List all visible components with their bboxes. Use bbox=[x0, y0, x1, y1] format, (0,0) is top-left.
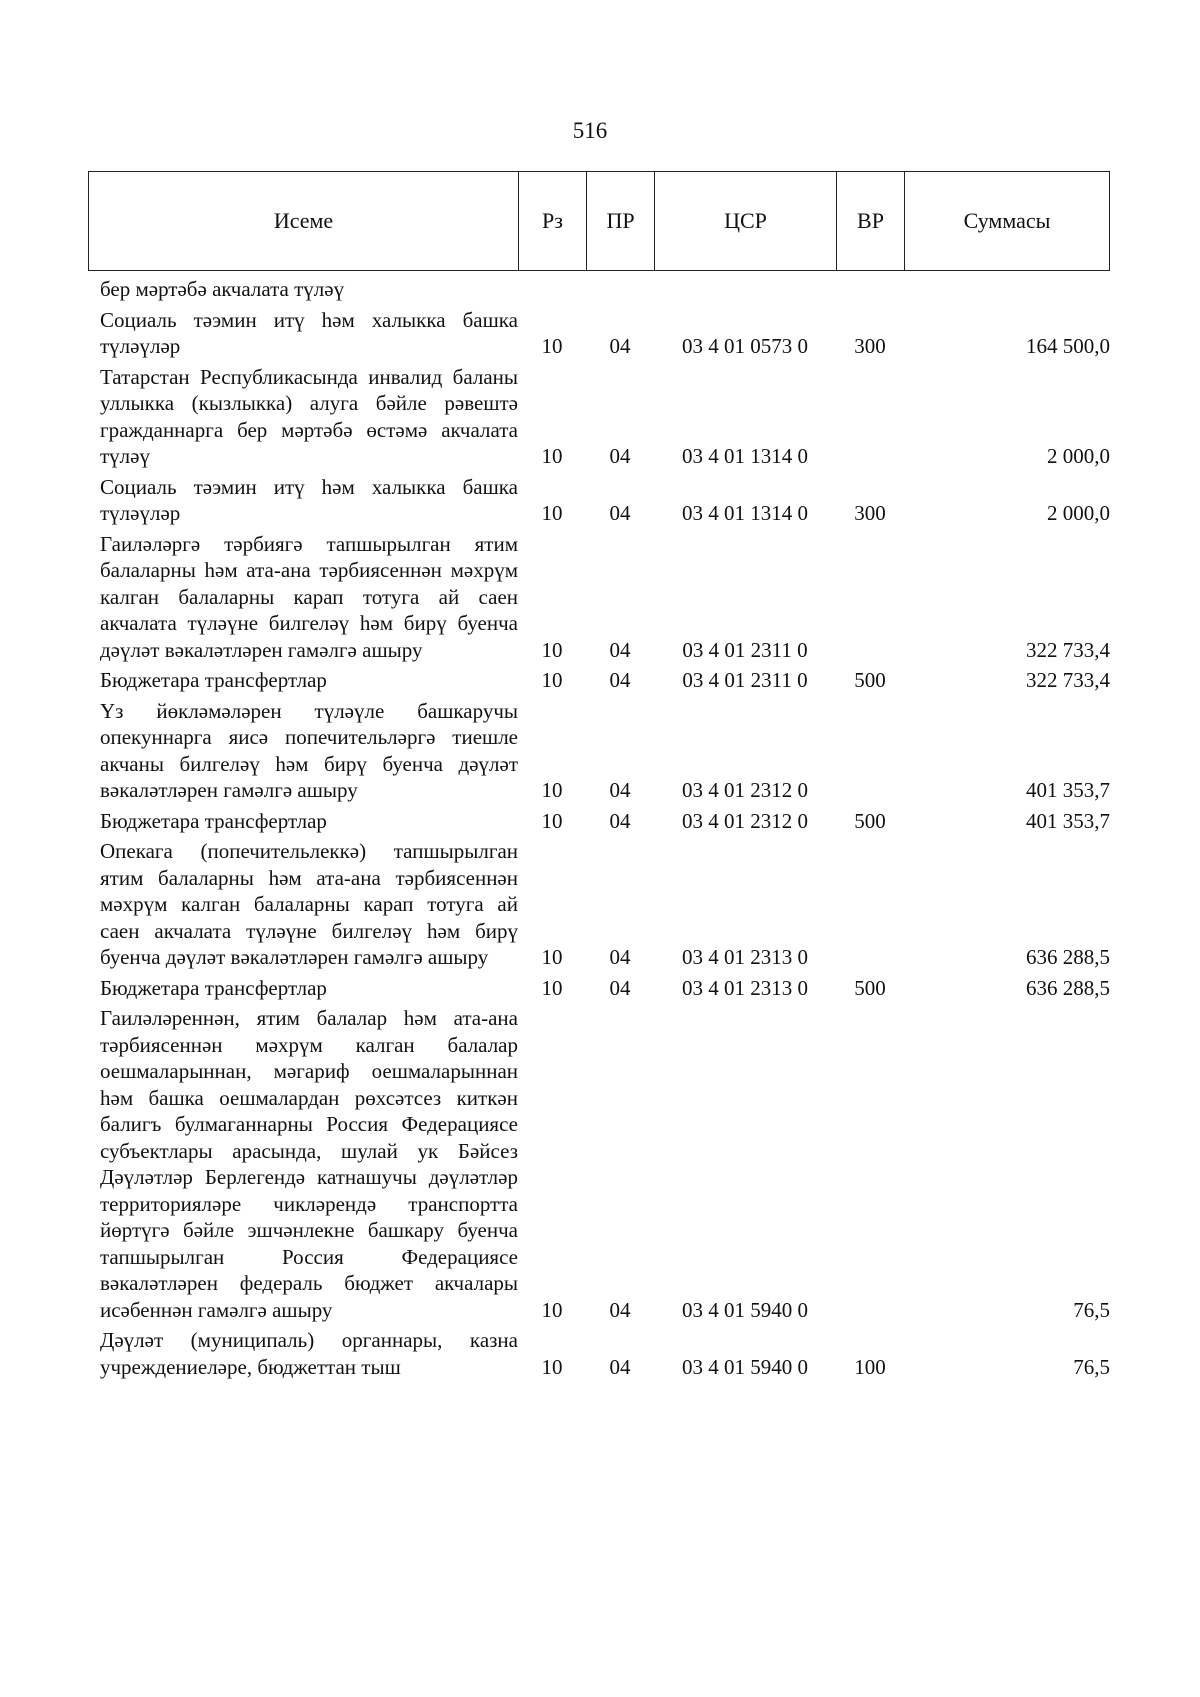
row-rz: 10 bbox=[541, 778, 563, 802]
row-csr: 03 4 01 2313 0 bbox=[682, 945, 808, 969]
row-rz: 10 bbox=[541, 501, 563, 525]
row-csr: 03 4 01 2311 0 bbox=[682, 637, 808, 662]
row-vr: 500 bbox=[854, 975, 886, 1000]
row-name: Бюджетара трансфертлар bbox=[100, 975, 327, 1000]
header-pr: ПР bbox=[587, 172, 655, 270]
row-name: Бюджетара трансфертлар bbox=[100, 808, 327, 833]
row-name: бер мәртәбә акчалата түләү bbox=[100, 277, 345, 301]
row-pr: 04 bbox=[609, 637, 631, 662]
row-sum: 76,5 bbox=[1073, 1354, 1110, 1379]
row-sum: 2 000,0 bbox=[1047, 501, 1110, 525]
row-csr: 03 4 01 5940 0 bbox=[682, 1297, 808, 1322]
row-pr: 04 bbox=[609, 444, 631, 468]
table-row bbox=[88, 975, 1118, 1002]
row-rz: 10 bbox=[541, 668, 563, 692]
row-name: Гаиләләргә тәрбиягә тапшырылган ятим балаларны һәм ата-ана тәрбиясеннән мәхрүм калган балаларны карап тотуга ай саен акчалата түләүне билгеләү һәм бирү буенча дәүләт вәкаләтләрен гамәлгә ашыру bbox=[100, 531, 518, 662]
table-row bbox=[88, 1005, 1118, 1323]
row-pr: 04 bbox=[609, 778, 631, 802]
table-row bbox=[88, 838, 1118, 971]
table-row bbox=[88, 307, 1118, 360]
row-name: Үз йөкләмәләрен түләүле башкаручы опекуннарга яисә попечительләргә тиешле акчаны билгеләү һәм бирү буенча дәүләт вәкаләтләрен гамәлгә ашыру bbox=[100, 698, 518, 802]
table-header bbox=[88, 171, 1110, 271]
row-name: Социаль тәэмин итү һәм халыкка башка түләүләр bbox=[100, 474, 518, 525]
header-name: Исеме bbox=[89, 172, 519, 270]
row-sum: 76,5 bbox=[1073, 1297, 1110, 1322]
row-csr: 03 4 01 1314 0 bbox=[682, 501, 808, 525]
table-row bbox=[88, 808, 1118, 835]
row-sum: 164 500,0 bbox=[1026, 334, 1110, 358]
row-csr: 03 4 01 2311 0 bbox=[682, 668, 808, 692]
row-name: Бюджетара трансфертлар bbox=[100, 668, 327, 692]
row-sum: 636 288,5 bbox=[1026, 975, 1110, 1000]
row-rz: 10 bbox=[541, 637, 563, 662]
table-row bbox=[88, 667, 1118, 694]
table-row bbox=[88, 531, 1118, 664]
row-pr: 04 bbox=[609, 1354, 631, 1379]
row-sum: 322 733,4 bbox=[1026, 637, 1110, 662]
row-csr: 03 4 01 0573 0 bbox=[682, 334, 808, 358]
row-vr: 300 bbox=[854, 501, 886, 525]
table-row bbox=[88, 698, 1118, 804]
table-row bbox=[88, 364, 1118, 470]
table-body bbox=[88, 276, 1118, 1384]
header-sum: Суммасы bbox=[963, 208, 1051, 233]
row-vr: 300 bbox=[854, 334, 886, 358]
row-sum: 636 288,5 bbox=[1026, 945, 1110, 969]
row-pr: 04 bbox=[609, 501, 631, 525]
table-row bbox=[88, 1327, 1118, 1380]
row-csr: 03 4 01 2313 0 bbox=[682, 975, 808, 1000]
row-vr: 100 bbox=[854, 1354, 886, 1379]
table-row bbox=[88, 474, 1118, 527]
row-sum: 2 000,0 bbox=[1047, 444, 1110, 468]
row-rz: 10 bbox=[541, 808, 563, 833]
row-csr: 03 4 01 5940 0 bbox=[682, 1354, 808, 1379]
table-row bbox=[88, 276, 1118, 303]
row-rz: 10 bbox=[541, 975, 563, 1000]
row-vr: 500 bbox=[854, 808, 886, 833]
row-name: Опекага (попечительлеккә) тапшырылган ятим балаларны һәм ата-ана тәрбиясеннән мәхрүм калган балаларны карап тотуга ай саен акчалата түләүне билгеләү һәм бирү буенча дәүләт вәкаләтләрен гамәлгә ашыру bbox=[100, 839, 518, 969]
row-rz: 10 bbox=[541, 444, 563, 468]
row-pr: 04 bbox=[609, 334, 631, 358]
header-rz: Рз bbox=[519, 172, 587, 270]
row-pr: 04 bbox=[609, 975, 631, 1000]
row-csr: 03 4 01 1314 0 bbox=[682, 444, 808, 468]
row-name: Гаиләләреннән, ятим балалар һәм ата-ана тәрбиясеннән мәхрүм калган балалар оешмаларыннан, мәгариф оешмаларыннан һәм башка оешмалардан рөхсәтсез киткән балигъ булмаганнарны Россия Федерациясе субъектлары арасында, шулай ук Бәйсез Дәүләтләр Берлегендә катнашучы дәүләтләр территорияләре чикләрендә транспортта йөртүгә бәйле эшчәнлекне башкару буенча тапшырылган Россия Федерациясе вәкаләтләрен федераль бюджет акчалары исәбеннән гамәлгә ашыру bbox=[100, 1006, 518, 1322]
row-csr: 03 4 01 2312 0 bbox=[682, 778, 808, 802]
row-rz: 10 bbox=[541, 1297, 563, 1322]
row-name: Социаль тәэмин итү һәм халыкка башка түләүләр bbox=[100, 307, 518, 358]
row-rz: 10 bbox=[541, 1354, 563, 1379]
row-csr: 03 4 01 2312 0 bbox=[682, 808, 808, 833]
row-rz: 10 bbox=[541, 945, 563, 969]
row-sum: 322 733,4 bbox=[1026, 668, 1110, 692]
row-vr: 500 bbox=[854, 668, 886, 692]
row-pr: 04 bbox=[609, 808, 631, 833]
header-vr: ВР bbox=[837, 172, 905, 270]
row-rz: 10 bbox=[541, 334, 563, 358]
page-number: 516 bbox=[572, 118, 608, 143]
row-pr: 04 bbox=[609, 668, 631, 692]
row-pr: 04 bbox=[609, 1297, 631, 1322]
header-csr: ЦСР bbox=[655, 172, 837, 270]
row-name: Дәүләт (муниципаль) органнары, казна учреждениеләре, бюджеттан тыш bbox=[100, 1328, 518, 1379]
row-name: Татарстан Республикасында инвалид баланы уллыкка (кызлыкка) алуга бәйле рәвештә гражданнарга бер мәртәбә өстәмә акчалата түләү bbox=[100, 364, 518, 468]
row-sum: 401 353,7 bbox=[1026, 808, 1110, 833]
row-pr: 04 bbox=[609, 945, 631, 969]
row-sum: 401 353,7 bbox=[1026, 778, 1110, 802]
